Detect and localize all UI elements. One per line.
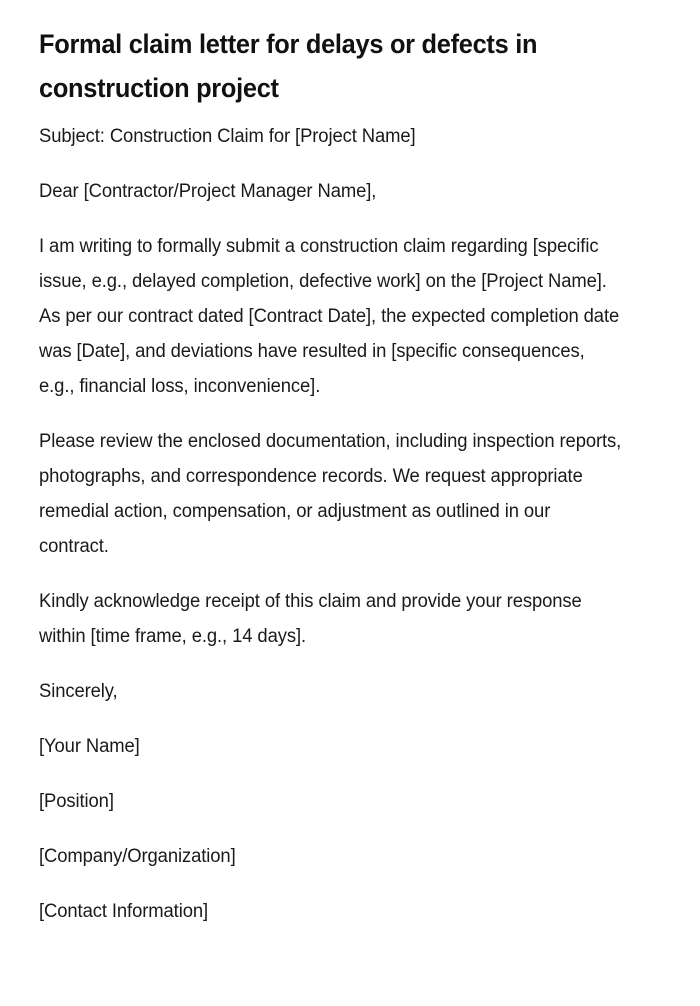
letter-body — [39, 110, 640, 929]
letter-closing: Sincerely, — [39, 681, 118, 702]
page-title: Formal claim letter for delays or defects in construction project — [39, 29, 538, 103]
letter-paragraph-review: Please review the enclosed documentation, including inspection reports, photographs, and correspondence records. We request appropriate remedial action, compensation, or adjustment as outlined in our contract. — [39, 431, 622, 557]
signature-company: [Company/Organization] — [39, 846, 236, 867]
signature-contact: [Contact Information] — [39, 901, 209, 922]
signature-position: [Position] — [39, 791, 114, 812]
letter-paragraph-claim: I am writing to formally submit a construction claim regarding [specific issue, e.g., delayed completion, defective work] on the [Project Name]. As per our contract dated [Contract Date], the expected completion date was [Date], and deviations have resulted in [specific consequences, e.g., financial loss, inconvenience]. — [39, 236, 620, 397]
letter-subject-line: Subject: Construction Claim for [Project Name] — [39, 126, 416, 147]
letter-paragraph-response: Kindly acknowledge receipt of this claim and provide your response within [time frame, e.g., 14 days]. — [39, 591, 582, 647]
signature-name: [Your Name] — [39, 736, 140, 757]
letter-salutation: Dear [Contractor/Project Manager Name], — [39, 181, 377, 202]
